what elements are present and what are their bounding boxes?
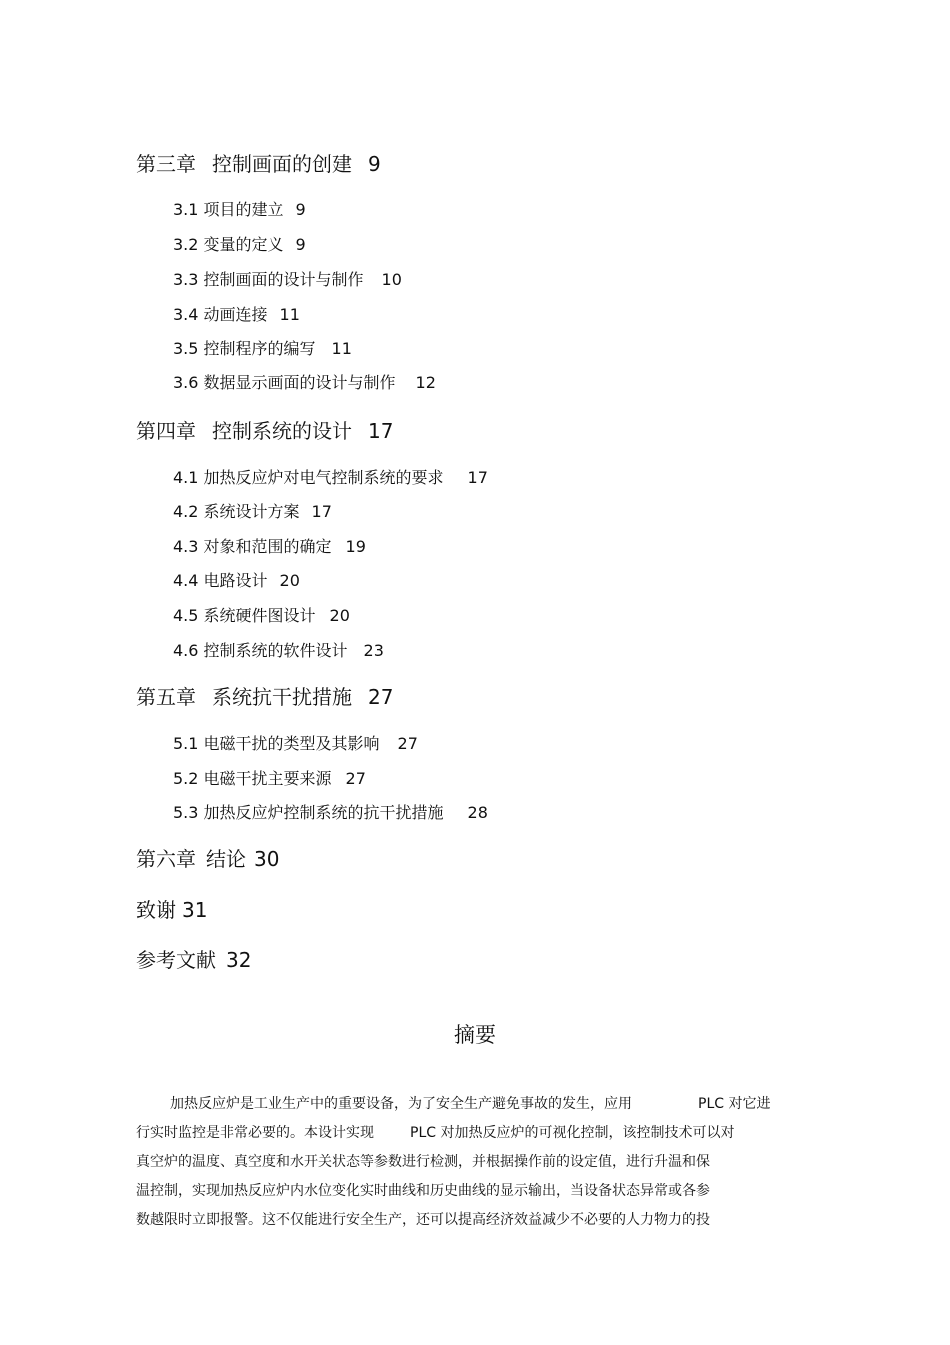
toc-entry-title: 参考文献 [136, 948, 216, 972]
toc-section-4-4 [173, 570, 300, 592]
section-page: 9 [295, 200, 306, 219]
section-page: 11 [331, 339, 352, 358]
toc-section-3-5 [173, 338, 352, 360]
abstract-text: PLC 对加热反应炉的可视化控制，该控制技术可以对 [410, 1125, 735, 1141]
section-title: 5.1 电磁干扰的类型及其影响 [173, 734, 380, 753]
section-page: 19 [345, 537, 366, 556]
section-page: 12 [415, 373, 436, 392]
chapter-page: 30 [254, 847, 280, 871]
toc-section-3-4 [173, 304, 300, 326]
section-title: 3.3 控制画面的设计与制作 [173, 270, 364, 289]
section-title: 5.2 电磁干扰主要来源 [173, 769, 332, 788]
section-page: 9 [295, 235, 306, 254]
section-title: 3.6 数据显示画面的设计与制作 [173, 373, 396, 392]
toc-section-4-6 [173, 640, 384, 662]
section-title: 3.1 项目的建立 [173, 200, 284, 219]
abstract-heading: 摘要 [454, 1023, 496, 1047]
toc-section-4-2 [173, 501, 332, 523]
toc-chapter-3 [136, 151, 381, 177]
chapter-name: 结论 [206, 847, 246, 871]
abstract-line-5: 数越限时立即报警。这不仅能进行安全生产，还可以提高经济效益减少不必要的人力物力的投 [136, 1212, 710, 1228]
abstract-line-3: 真空炉的温度、真空度和水开关状态等参数进行检测，并根据操作前的设定值，进行升温和保 [136, 1154, 710, 1170]
toc-section-5-3 [173, 802, 488, 824]
toc-chapter-5 [136, 684, 393, 710]
toc-section-3-3 [173, 269, 402, 291]
toc-references [136, 947, 251, 973]
section-page: 27 [345, 769, 366, 788]
section-page: 10 [381, 270, 402, 289]
abstract-line-1 [170, 1094, 770, 1114]
section-title: 3.2 变量的定义 [173, 235, 284, 254]
section-page: 11 [279, 305, 300, 324]
section-page: 17 [311, 502, 332, 521]
section-title: 4.2 系统设计方案 [173, 502, 300, 521]
toc-section-4-3 [173, 536, 366, 558]
chapter-name: 控制系统的设计 [212, 419, 352, 443]
section-title: 5.3 加热反应炉控制系统的抗干扰措施 [173, 803, 444, 822]
section-title: 3.4 动画连接 [173, 305, 268, 324]
section-page: 23 [363, 641, 384, 660]
chapter-page: 9 [368, 152, 381, 176]
chapter-name: 控制画面的创建 [212, 152, 352, 176]
section-title: 4.3 对象和范围的确定 [173, 537, 332, 556]
section-page: 17 [467, 468, 488, 487]
section-title: 4.6 控制系统的软件设计 [173, 641, 348, 660]
toc-section-5-2 [173, 768, 366, 790]
chapter-name: 系统抗干扰措施 [212, 685, 352, 709]
abstract-line-2 [136, 1123, 734, 1143]
section-title: 4.5 系统硬件图设计 [173, 606, 316, 625]
chapter-page: 27 [368, 685, 394, 709]
section-page: 27 [397, 734, 418, 753]
section-title: 4.1 加热反应炉对电气控制系统的要求 [173, 468, 444, 487]
section-title: 3.5 控制程序的编写 [173, 339, 316, 358]
toc-section-3-6 [173, 372, 436, 394]
section-page: 20 [279, 571, 300, 590]
toc-entry-title: 致谢 [136, 898, 176, 922]
abstract-text: 加热反应炉是工业生产中的重要设备，为了安全生产避免事故的发生，应用 [170, 1096, 632, 1112]
toc-section-4-1 [173, 467, 488, 489]
chapter-page: 17 [368, 419, 394, 443]
section-title: 4.4 电路设计 [173, 571, 268, 590]
toc-chapter-6 [136, 846, 279, 872]
toc-entry-page: 31 [182, 898, 208, 922]
toc-entry-page: 32 [226, 948, 252, 972]
abstract-line-4: 温控制，实现加热反应炉内水位变化实时曲线和历史曲线的显示输出，当设备状态异常或各参 [136, 1183, 710, 1199]
abstract-text: 行实时监控是非常必要的。本设计实现 [136, 1125, 374, 1141]
abstract-text: PLC 对它进 [698, 1096, 771, 1112]
section-page: 20 [329, 606, 350, 625]
toc-acknowledgements [136, 897, 207, 923]
toc-chapter-4 [136, 418, 393, 444]
toc-section-4-5 [173, 605, 350, 627]
section-page: 28 [467, 803, 488, 822]
chapter-label: 第六章 [136, 847, 196, 871]
toc-section-5-1 [173, 733, 418, 755]
chapter-label: 第四章 [136, 419, 196, 443]
toc-section-3-2 [173, 234, 306, 256]
toc-section-3-1 [173, 199, 306, 221]
chapter-label: 第三章 [136, 152, 196, 176]
chapter-label: 第五章 [136, 685, 196, 709]
